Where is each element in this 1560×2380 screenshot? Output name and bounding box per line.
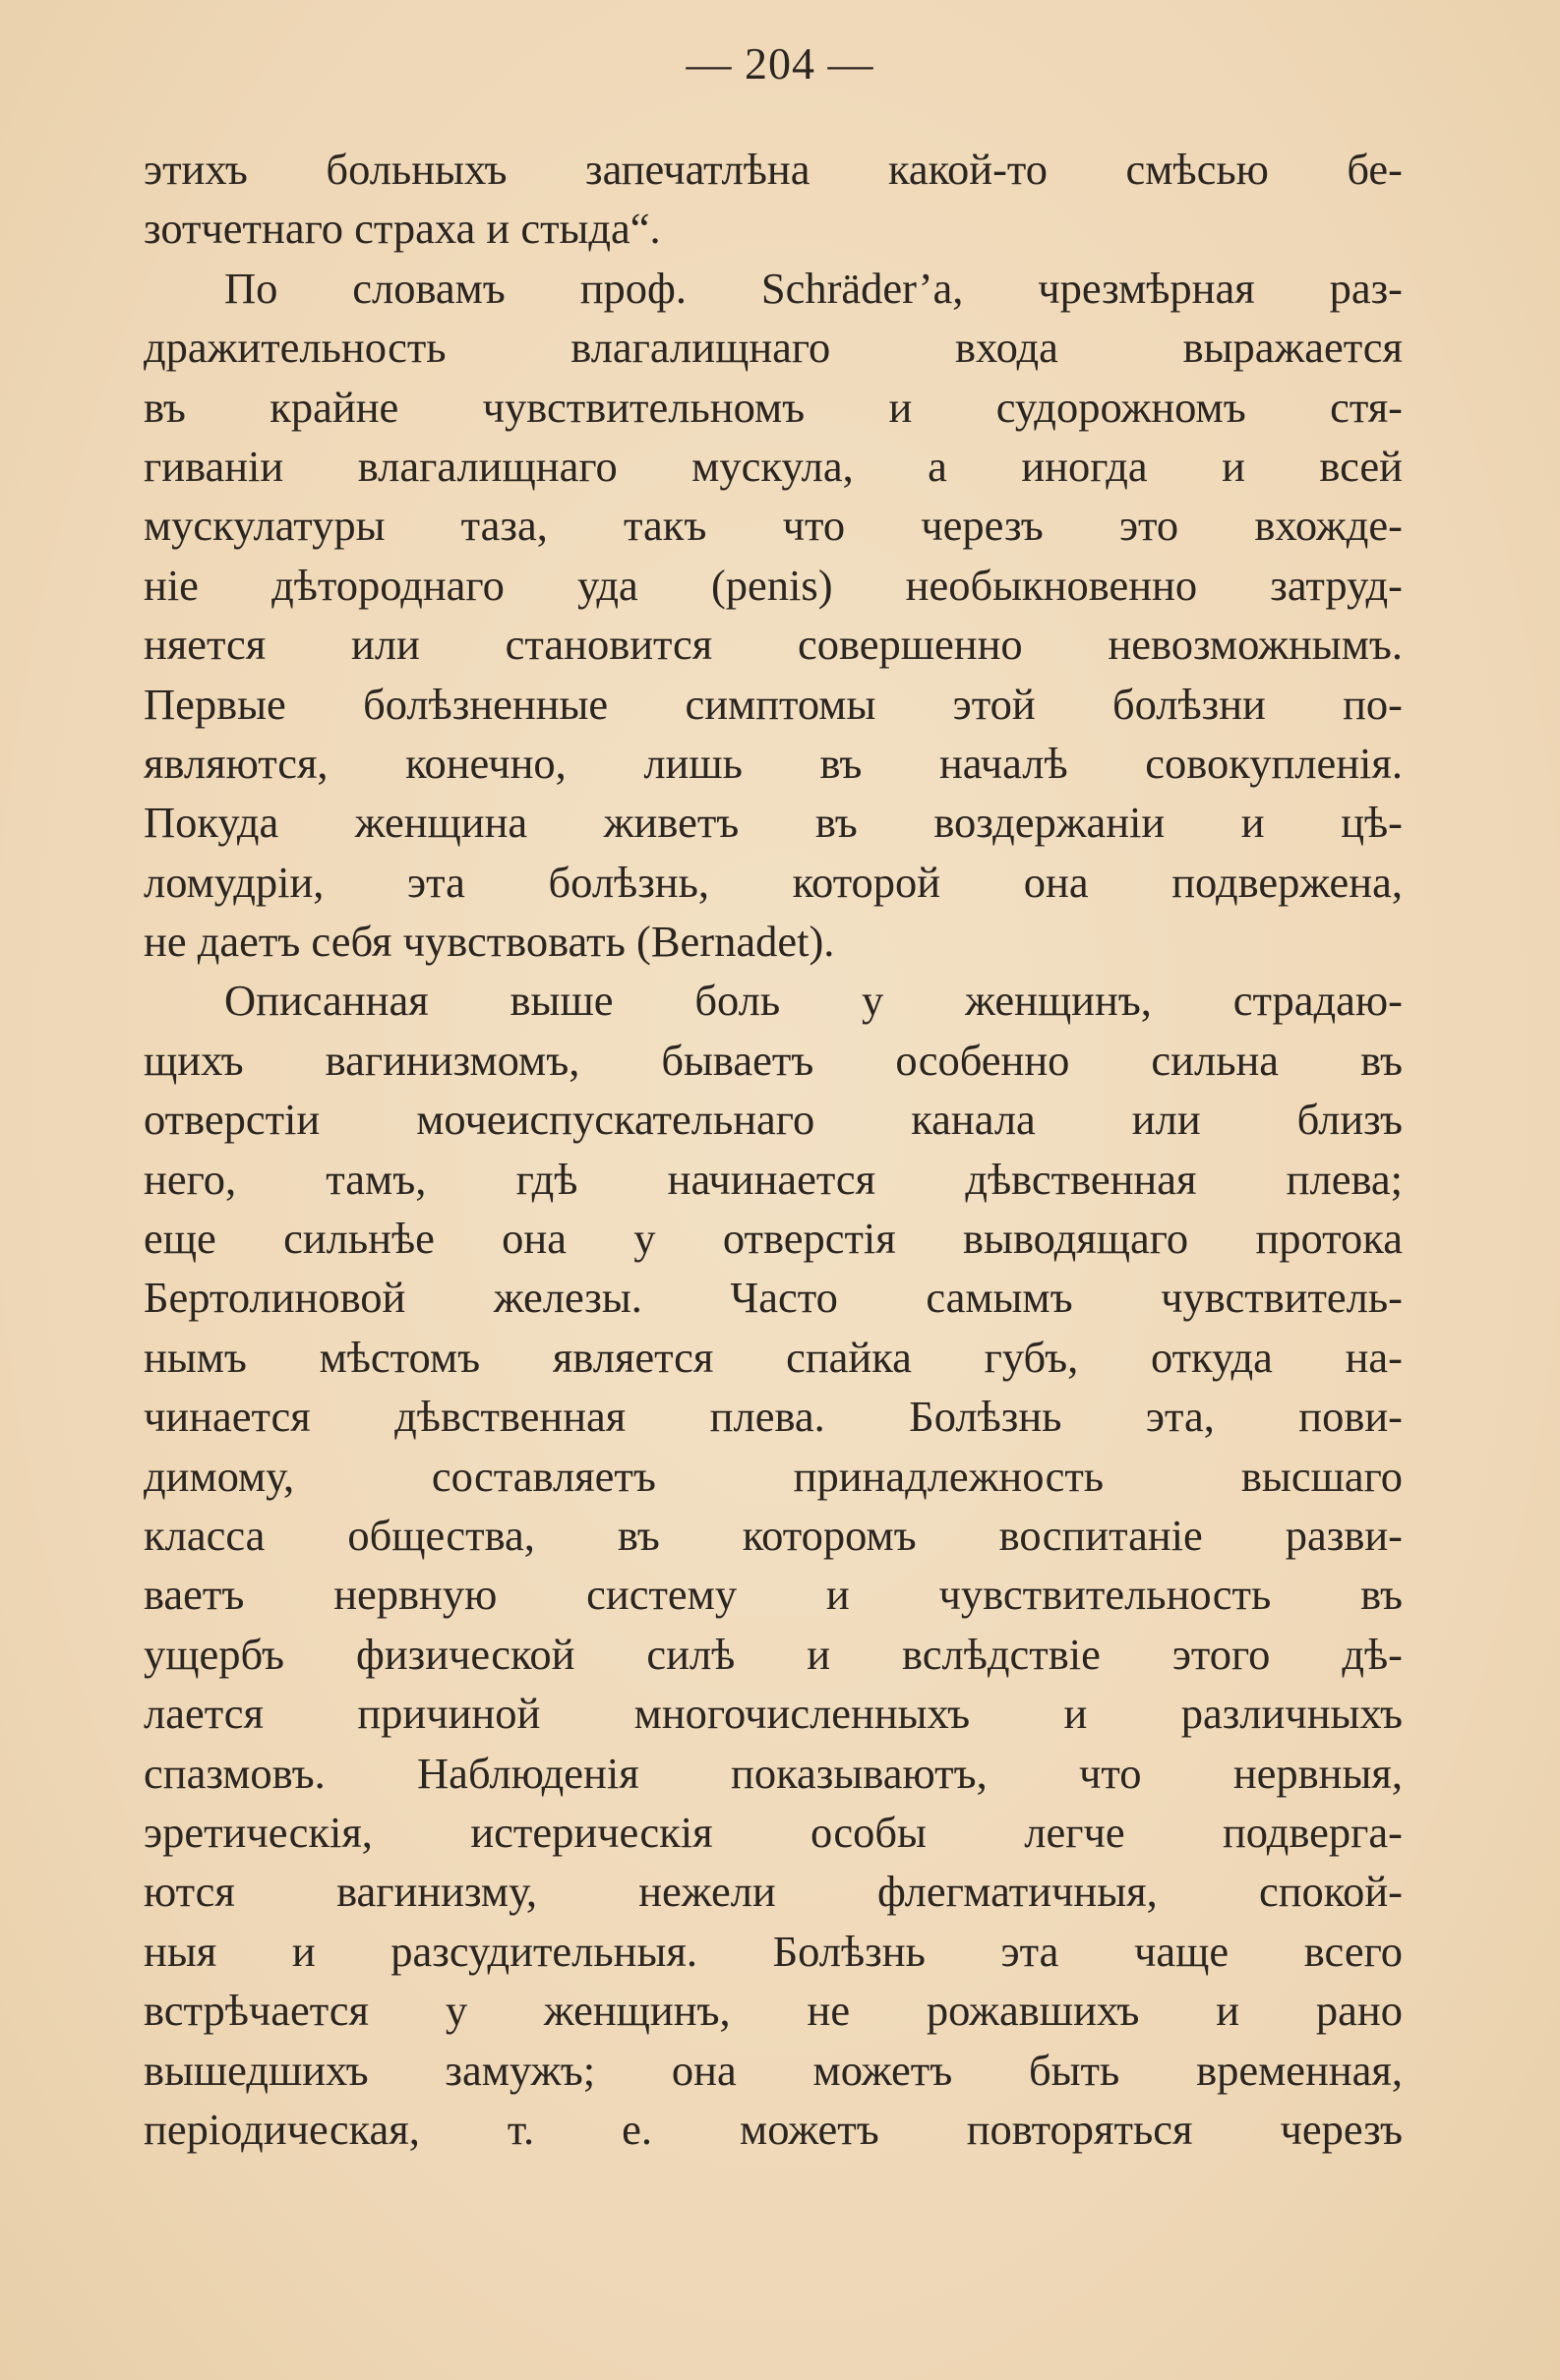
text-line: мускулатуры таза, такъ что черезъ это вхожде- [144, 501, 1403, 551]
text-line: ются вагинизму, нежели флегматичныя, спокой- [144, 1867, 1403, 1917]
text-line: гиваніи влагалищнаго мускула, а иногда и всей [144, 441, 1403, 491]
text-line: По словамъ проф. Schräder’a, чрезмѣрная раз- [224, 263, 1403, 313]
text-line: класса общества, въ которомъ воспитаніе разви- [144, 1510, 1403, 1560]
text-line: Бертолиновой железы. Часто самымъ чувствитель- [144, 1273, 1403, 1323]
text-line: ныя и разсудительныя. Болѣзнь эта чаще всего [144, 1926, 1403, 1976]
text-line: димому, составляетъ принадлежность высшаго [144, 1451, 1403, 1501]
text-line: не даетъ себя чувствовать (Bernadet). [144, 917, 835, 967]
text-line: ломудріи, эта болѣзнь, которой она подвержена, [144, 857, 1403, 907]
text-line: нымъ мѣстомъ является спайка губъ, откуда на- [144, 1332, 1403, 1382]
body-text [144, 140, 1403, 2159]
text-line: періодическая, т. е. можетъ повторяться черезъ [144, 2104, 1403, 2154]
text-line: него, тамъ, гдѣ начинается дѣвственная плева; [144, 1154, 1403, 1204]
text-line: встрѣчается у женщинъ, не рожавшихъ и рано [144, 1986, 1403, 2036]
text-line: дражительность влагалищнаго входа выражается [144, 323, 1403, 373]
text-line: спазмовъ. Наблюденія показываютъ, что нервныя, [144, 1748, 1403, 1798]
text-line: Первые болѣзненные симптомы этой болѣзни по- [144, 679, 1403, 729]
text-line: щихъ вагинизмомъ, бываетъ особенно сильна въ [144, 1035, 1403, 1085]
page-number: — 204 — [686, 38, 874, 89]
text-line: няется или становится совершенно невозможнымъ. [144, 620, 1403, 670]
text-line: лается причиной многочисленныхъ и различныхъ [144, 1689, 1403, 1739]
text-line: чинается дѣвственная плева. Болѣзнь эта, пови- [144, 1392, 1403, 1442]
text-line: отверстіи мочеиспускательнаго канала или близъ [144, 1095, 1403, 1145]
text-line: эретическія, истерическія особы легче подверга- [144, 1807, 1403, 1857]
text-line: ваетъ нервную систему и чувствительность въ [144, 1570, 1403, 1620]
text-line: этихъ больныхъ запечатлѣна какой-то смѣсью бе- [144, 145, 1403, 194]
text-line: зотчетнаго страха и стыда“. [144, 204, 661, 254]
text-line: вышедшихъ замужъ; она можетъ быть временная, [144, 2045, 1403, 2095]
text-line: въ крайне чувствительномъ и судорожномъ стя- [144, 382, 1403, 432]
text-line: ніе дѣтороднаго уда (penis) необыкновенно затруд- [144, 560, 1403, 610]
text-line: еще сильнѣе она у отверстія выводящаго протока [144, 1214, 1403, 1264]
text-line: Описанная выше боль у женщинъ, страдаю- [224, 976, 1403, 1026]
text-line: Покуда женщина живетъ въ воздержаніи и цѣ- [144, 798, 1403, 848]
text-line: ущербъ физической силѣ и вслѣдствіе этого дѣ- [144, 1629, 1403, 1679]
text-line: являются, конечно, лишь въ началѣ совокупленія. [144, 738, 1403, 788]
